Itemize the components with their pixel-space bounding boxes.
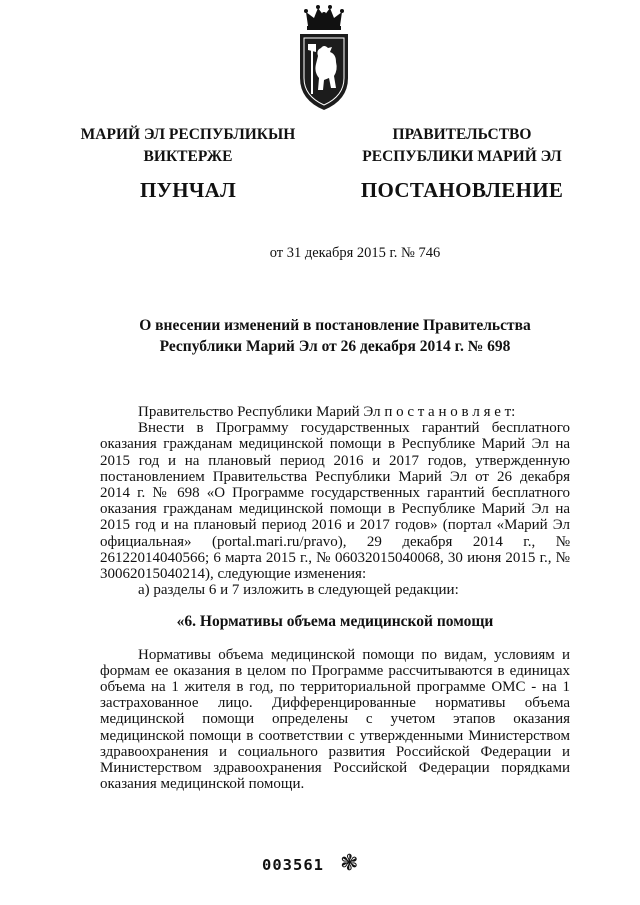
paragraph-2: Нормативы объема медицинской помощи по видам, условиям и формам ее оказания в целом по Программе рассчитываются в единицах объема на 1 жителя в год, по территориальной программе ОМС - на 1 застрахованное лицо. Дифференцированные нормативы объема медицинской помощи определены с учетом этапов оказания медицинской помощи в соответствии с утвержденными Министерством здравоохранения и социального развития Российской Федерации и Министерством здравоохранения Российской Федерации порядками оказания медицинской помощи. [100,646,570,793]
title-line-2: Республики Марий Эл от 26 декабря 2014 г. № 698 [159,338,511,355]
header-left-line2: ВИКТЕРЖЕ [143,148,233,165]
decree-intro: Правительство Республики Марий Эл п о с т а н о в л я е т: [138,404,516,420]
header-left-title: ПУНЧАЛ [139,178,237,202]
paragraph-1: Внести в Программу государственных гарантий бесплатного оказания гражданам медицинской помощи в Республике Марий Эл на 2015 год и на плановый период 2016 и 2017 годов, утвержденную постановлением Правительства Республики Марий Эл от 26 декабря 2014 г. № 698 «О Программе государственных гарантий бесплатного оказания гражданам медицинской помощи в Республике Марий Эл на 2015 год и на плановый период 2016 и 2017 годов» (портал «Марий Эл официальная» (portal.mari.ru/pravo), 29 декабря 2014 г., № 26122014040566; 6 марта 2015 г., № 06032015040068, 30 июня 2015 г., № 30062015040214), следующие изменения: [100,420,570,583]
header-right-line1: ПРАВИТЕЛЬСТВО [392,126,532,143]
header-left [68,124,308,204]
header-right [342,124,582,204]
title-line-1: О внесении изменений в постановление Правительства [139,317,531,334]
header-left-line1: МАРИЙ ЭЛ РЕСПУБЛИКЫН [80,126,296,143]
document-body [100,404,570,792]
header-right-title: ПОСТАНОВЛЕНИЕ [360,178,564,202]
date-line: от 31 декабря 2015 г. № 746 [269,245,441,261]
document-title [100,315,570,357]
item-a: а) разделы 6 и 7 изложить в следующей редакции: [138,582,459,599]
serial-number: 003561 [262,856,324,874]
star-mark: ❃ [340,851,359,876]
coat-of-arms-icon [294,4,354,112]
header-right-line2: РЕСПУБЛИКИ МАРИЙ ЭЛ [362,148,562,165]
section-title: «6. Нормативы объема медицинской помощи [176,613,494,631]
